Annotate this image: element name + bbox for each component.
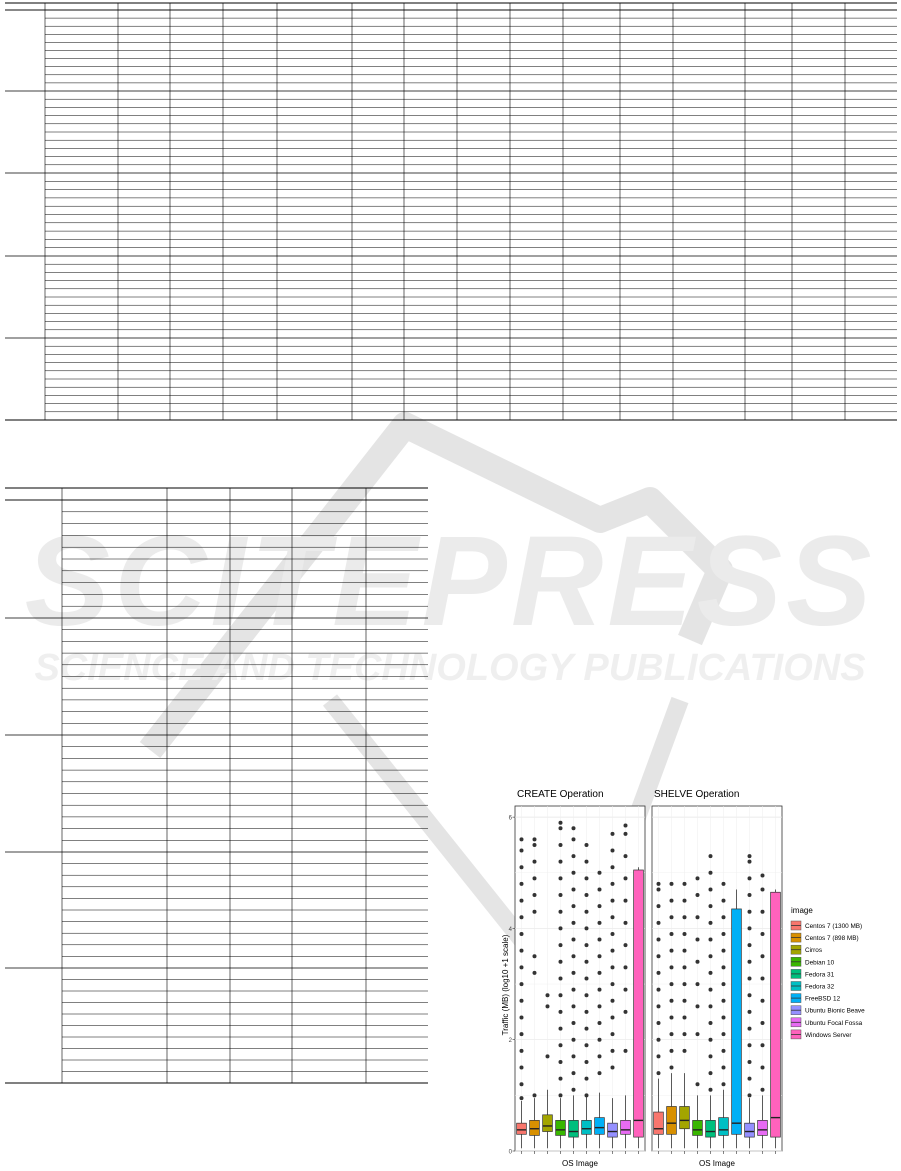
outlier-point xyxy=(748,893,752,897)
legend xyxy=(791,921,865,1039)
outlier-point xyxy=(683,949,687,953)
outlier-point xyxy=(559,826,563,830)
outlier-point xyxy=(585,1093,589,1097)
outlier-point xyxy=(559,860,563,864)
outlier-point xyxy=(722,915,726,919)
box-body xyxy=(582,1120,592,1134)
outlier-point xyxy=(520,1015,524,1019)
outlier-point xyxy=(585,1010,589,1014)
outlier-point xyxy=(683,965,687,969)
outlier-point xyxy=(520,982,524,986)
outlier-point xyxy=(709,854,713,858)
outlier-point xyxy=(585,1043,589,1047)
y-tick-label: 4 xyxy=(508,926,512,933)
outlier-point xyxy=(559,893,563,897)
outlier-point xyxy=(696,1082,700,1086)
outlier-point xyxy=(670,1066,674,1070)
outlier-point xyxy=(657,887,661,891)
box-body xyxy=(634,870,644,1137)
outlier-point xyxy=(533,971,537,975)
box-body xyxy=(732,909,742,1134)
outlier-point xyxy=(722,1015,726,1019)
watermark-tagline: SCIENCE AND TECHNOLOGY PUBLICATIONS xyxy=(34,647,866,689)
outlier-point xyxy=(709,971,713,975)
outlier-point xyxy=(585,926,589,930)
outlier-point xyxy=(670,949,674,953)
box-body xyxy=(556,1120,566,1135)
outlier-point xyxy=(748,943,752,947)
y-tick-label: 6 xyxy=(508,815,512,822)
legend-label: Cirros xyxy=(805,947,823,955)
outlier-point xyxy=(585,1027,589,1031)
outlier-point xyxy=(598,971,602,975)
outlier-point xyxy=(598,988,602,992)
outlier-point xyxy=(585,943,589,947)
outlier-point xyxy=(748,926,752,930)
outlier-point xyxy=(585,843,589,847)
outlier-point xyxy=(598,904,602,908)
outlier-point xyxy=(670,982,674,986)
outlier-point xyxy=(709,1021,713,1025)
outlier-point xyxy=(696,915,700,919)
box-body xyxy=(680,1106,690,1128)
outlier-point xyxy=(657,1071,661,1075)
outlier-point xyxy=(657,904,661,908)
outlier-point xyxy=(559,843,563,847)
outlier-point xyxy=(611,849,615,853)
outlier-point xyxy=(598,954,602,958)
outlier-point xyxy=(722,1032,726,1036)
outlier-point xyxy=(709,904,713,908)
outlier-point xyxy=(683,999,687,1003)
outlier-point xyxy=(722,982,726,986)
box-body xyxy=(608,1123,618,1137)
outlier-point xyxy=(696,1004,700,1008)
outlier-point xyxy=(683,1015,687,1019)
outlier-point xyxy=(683,899,687,903)
outlier-point xyxy=(722,899,726,903)
legend-label: Fedora 32 xyxy=(805,983,835,991)
outlier-point xyxy=(572,1071,576,1075)
outlier-point xyxy=(761,910,765,914)
outlier-point xyxy=(520,932,524,936)
outlier-point xyxy=(722,965,726,969)
outlier-point xyxy=(683,915,687,919)
y-axis-label: Traffic (MB) (log10 +1 scale) xyxy=(501,934,510,1036)
outlier-point xyxy=(748,1027,752,1031)
outlier-point xyxy=(520,882,524,886)
outlier-point xyxy=(624,943,628,947)
outlier-point xyxy=(598,921,602,925)
outlier-point xyxy=(598,1038,602,1042)
outlier-point xyxy=(748,1077,752,1081)
outlier-point xyxy=(559,876,563,880)
outlier-point xyxy=(611,882,615,886)
outlier-point xyxy=(657,988,661,992)
legend-label: Centos 7 (1300 MB) xyxy=(805,923,863,930)
outlier-point xyxy=(572,887,576,891)
outlier-point xyxy=(611,999,615,1003)
outlier-point xyxy=(761,1021,765,1025)
box-body xyxy=(771,892,781,1137)
outlier-point xyxy=(624,876,628,880)
outlier-point xyxy=(572,837,576,841)
outlier-point xyxy=(748,1060,752,1064)
outlier-point xyxy=(670,882,674,886)
outlier-point xyxy=(572,938,576,942)
outlier-point xyxy=(520,1082,524,1086)
outlier-point xyxy=(611,1032,615,1036)
outlier-point xyxy=(657,1038,661,1042)
box-body xyxy=(758,1120,768,1135)
outlier-point xyxy=(611,965,615,969)
outlier-point xyxy=(572,826,576,830)
outlier-point xyxy=(748,993,752,997)
outlier-point xyxy=(585,1077,589,1081)
panel-title: SHELVE Operation xyxy=(654,789,740,800)
outlier-point xyxy=(520,1032,524,1036)
outlier-point xyxy=(709,1054,713,1058)
outlier-point xyxy=(598,938,602,942)
outlier-point xyxy=(696,982,700,986)
legend-label: FreeBSD 12 xyxy=(805,995,841,1003)
outlier-point xyxy=(611,899,615,903)
outlier-point xyxy=(670,1032,674,1036)
outlier-point xyxy=(611,932,615,936)
outlier-point xyxy=(533,837,537,841)
y-tick-label: 0 xyxy=(508,1149,512,1156)
outlier-point xyxy=(572,988,576,992)
outlier-point xyxy=(761,954,765,958)
outlier-point xyxy=(709,1071,713,1075)
outlier-point xyxy=(559,1043,563,1047)
outlier-point xyxy=(696,960,700,964)
outlier-point xyxy=(696,1032,700,1036)
outlier-point xyxy=(559,926,563,930)
outlier-point xyxy=(709,1004,713,1008)
outlier-point xyxy=(559,1010,563,1014)
outlier-point xyxy=(657,1021,661,1025)
y-tick-label: 2 xyxy=(508,1038,512,1045)
outlier-point xyxy=(624,988,628,992)
outlier-point xyxy=(520,949,524,953)
outlier-point xyxy=(546,1004,550,1008)
outlier-point xyxy=(533,876,537,880)
outlier-point xyxy=(520,999,524,1003)
outlier-point xyxy=(520,1066,524,1070)
outlier-point xyxy=(709,887,713,891)
outlier-point xyxy=(585,860,589,864)
outlier-point xyxy=(559,1077,563,1081)
outlier-point xyxy=(559,993,563,997)
outlier-point xyxy=(748,960,752,964)
outlier-point xyxy=(572,1004,576,1008)
outlier-point xyxy=(559,1027,563,1031)
box-body xyxy=(569,1120,579,1137)
outlier-point xyxy=(572,904,576,908)
outlier-point xyxy=(611,949,615,953)
box-body xyxy=(667,1106,677,1134)
outlier-point xyxy=(572,921,576,925)
outlier-point xyxy=(572,954,576,958)
outlier-point xyxy=(722,882,726,886)
outlier-point xyxy=(761,999,765,1003)
box-body xyxy=(706,1120,716,1137)
outlier-point xyxy=(722,1066,726,1070)
box-body xyxy=(621,1120,631,1134)
outlier-point xyxy=(520,849,524,853)
outlier-point xyxy=(696,876,700,880)
outlier-point xyxy=(572,871,576,875)
outlier-point xyxy=(761,1088,765,1092)
legend-title: image xyxy=(791,906,813,915)
legend-label: Fedora 31 xyxy=(805,971,835,979)
outlier-point xyxy=(670,915,674,919)
outlier-point xyxy=(657,1054,661,1058)
outlier-point xyxy=(520,865,524,869)
watermark-brand: SCITEPRESS xyxy=(24,510,876,653)
outlier-point xyxy=(559,910,563,914)
outlier-point xyxy=(722,1049,726,1053)
outlier-point xyxy=(598,871,602,875)
outlier-point xyxy=(624,1049,628,1053)
outlier-point xyxy=(709,954,713,958)
outlier-point xyxy=(748,1093,752,1097)
outlier-point xyxy=(709,938,713,942)
outlier-point xyxy=(670,965,674,969)
outlier-point xyxy=(657,938,661,942)
outlier-point xyxy=(533,910,537,914)
outlier-point xyxy=(585,893,589,897)
outlier-point xyxy=(533,843,537,847)
outlier-point xyxy=(598,1004,602,1008)
outlier-point xyxy=(533,860,537,864)
box-windows-server xyxy=(634,867,644,1154)
outlier-point xyxy=(657,921,661,925)
outlier-point xyxy=(559,943,563,947)
legend-label: Ubuntu Bionic Beave xyxy=(805,1007,865,1015)
outlier-point xyxy=(748,910,752,914)
legend-label: Debian 10 xyxy=(805,959,835,967)
outlier-point xyxy=(624,921,628,925)
outlier-point xyxy=(657,882,661,886)
panel-create xyxy=(515,789,645,1168)
outlier-point xyxy=(670,1049,674,1053)
outlier-point xyxy=(683,1032,687,1036)
outlier-point xyxy=(520,1096,524,1100)
box-body xyxy=(530,1120,540,1135)
outlier-point xyxy=(624,854,628,858)
outlier-point xyxy=(585,910,589,914)
outlier-point xyxy=(611,865,615,869)
panel-title: CREATE Operation xyxy=(517,789,604,800)
outlier-point xyxy=(585,1060,589,1064)
outlier-point xyxy=(748,876,752,880)
outlier-point xyxy=(520,965,524,969)
x-axis-label: OS Image xyxy=(561,1159,599,1168)
box-body xyxy=(543,1115,553,1132)
outlier-point xyxy=(572,1054,576,1058)
outlier-point xyxy=(670,932,674,936)
outlier-point xyxy=(520,1049,524,1053)
box-body xyxy=(693,1120,703,1135)
outlier-point xyxy=(670,899,674,903)
outlier-point xyxy=(546,993,550,997)
legend-label: Windows Server xyxy=(805,1031,852,1039)
outlier-point xyxy=(657,954,661,958)
outlier-point xyxy=(559,1060,563,1064)
x-axis-label: OS Image xyxy=(698,1159,736,1168)
outlier-point xyxy=(533,893,537,897)
outlier-point xyxy=(624,832,628,836)
outlier-point xyxy=(624,823,628,827)
outlier-point xyxy=(559,977,563,981)
outlier-point xyxy=(598,1071,602,1075)
outlier-point xyxy=(722,932,726,936)
outlier-point xyxy=(722,999,726,1003)
outlier-point xyxy=(722,949,726,953)
legend-label: Centos 7 (898 MB) xyxy=(805,935,859,943)
outlier-point xyxy=(624,965,628,969)
outlier-point xyxy=(709,1088,713,1092)
outlier-point xyxy=(683,932,687,936)
outlier-point xyxy=(709,921,713,925)
outlier-point xyxy=(611,1049,615,1053)
outlier-point xyxy=(585,993,589,997)
outlier-point xyxy=(683,1049,687,1053)
outlier-point xyxy=(683,982,687,986)
box-windows-server xyxy=(771,889,781,1154)
outlier-point xyxy=(761,1043,765,1047)
outlier-point xyxy=(748,1010,752,1014)
box-body xyxy=(595,1118,605,1135)
outlier-point xyxy=(598,887,602,891)
outlier-point xyxy=(559,1093,563,1097)
top-results-table xyxy=(5,3,897,420)
outlier-point xyxy=(761,977,765,981)
outlier-point xyxy=(611,1066,615,1070)
outlier-point xyxy=(748,860,752,864)
box-body xyxy=(719,1118,729,1136)
outlier-point xyxy=(709,1038,713,1042)
outlier-point xyxy=(611,832,615,836)
outlier-point xyxy=(598,1021,602,1025)
outlier-point xyxy=(624,1010,628,1014)
outlier-point xyxy=(670,999,674,1003)
outlier-point xyxy=(748,854,752,858)
box-freebsd-12 xyxy=(732,889,742,1154)
box-body xyxy=(745,1123,755,1137)
outlier-point xyxy=(624,899,628,903)
outlier-point xyxy=(572,1088,576,1092)
outlier-point xyxy=(670,1015,674,1019)
outlier-point xyxy=(520,837,524,841)
outlier-point xyxy=(722,1082,726,1086)
outlier-point xyxy=(559,821,563,825)
outlier-point xyxy=(657,1004,661,1008)
outlier-point xyxy=(546,1054,550,1058)
outlier-point xyxy=(572,1038,576,1042)
outlier-point xyxy=(559,960,563,964)
outlier-point xyxy=(761,874,765,878)
outlier-point xyxy=(696,893,700,897)
outlier-point xyxy=(761,1066,765,1070)
outlier-point xyxy=(572,854,576,858)
outlier-point xyxy=(520,915,524,919)
outlier-point xyxy=(585,960,589,964)
outlier-point xyxy=(611,1015,615,1019)
outlier-point xyxy=(585,876,589,880)
outlier-point xyxy=(533,954,537,958)
outlier-point xyxy=(585,977,589,981)
outlier-point xyxy=(709,871,713,875)
outlier-point xyxy=(696,938,700,942)
outlier-point xyxy=(683,882,687,886)
outlier-point xyxy=(761,887,765,891)
outlier-point xyxy=(657,971,661,975)
outlier-point xyxy=(572,971,576,975)
outlier-point xyxy=(709,988,713,992)
outlier-point xyxy=(748,977,752,981)
outlier-point xyxy=(533,1093,537,1097)
panel-shelve xyxy=(652,789,782,1168)
outlier-point xyxy=(611,982,615,986)
outlier-point xyxy=(598,1054,602,1058)
outlier-point xyxy=(761,932,765,936)
outlier-point xyxy=(520,899,524,903)
box-body xyxy=(517,1123,527,1134)
outlier-point xyxy=(748,1043,752,1047)
legend-label: Ubuntu Focal Fossa xyxy=(805,1019,863,1027)
traffic-boxplot-figure xyxy=(501,789,865,1168)
outlier-point xyxy=(572,1021,576,1025)
outlier-point xyxy=(611,915,615,919)
box-body xyxy=(654,1112,664,1134)
